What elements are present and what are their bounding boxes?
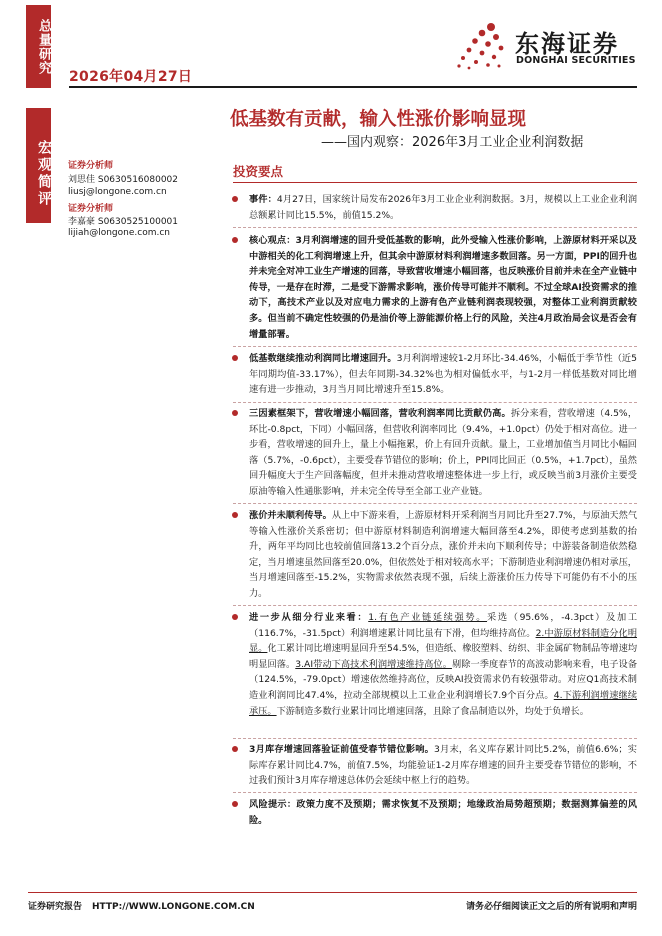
- body-text: 拆分来看，营收增速（4.5%，环比-0.8pct，下同）小幅回落，但营收利润率同比（9.4%，+1.0pct）仍处于相对高位。进一步看，营收增速的回升上，量上小幅拖累，价上有回升贡献。量上，工业增加值当月同比小幅回落（5.7%，-0.6pct），主要受春节错位的影响；价上，PPI同比回正（0.5%，+1.7pct），虽然回升幅度大于生产回落幅度，但并未推动营收增速整体进一步上行，或反映当前3月涨价主要受原油等输入性通胀影响，并未完全传导至全部工业产业链。: [249, 408, 638, 497]
- bold-text: 进一步从细分行业来看：: [249, 612, 369, 623]
- item-divider: [233, 792, 637, 793]
- report-subtitle: ——国内观察：2026年3月工业企业利润数据: [321, 135, 584, 150]
- body-text: 剔除一季度春节的高波动影响来看，电子设备（124.5%，-79.0pct）增速依然维持高位，反映AI投资需求仍有较强带动。对应Q1高技术制造业利润同比47.4%，拉动全部规模以上工业企业利润增长7.9个百分点。: [249, 658, 638, 701]
- bold-text: 核心观点：3月利润增速的回升受低基数的影响，此外受输入性涨价影响，上游原材料开采以及中游相关的化工利润增速上升，但其余中游原材料利润增速多数回落。另一方面，PPI的回升也并未完全对冲工业生产增速的回落，导致营收增速小幅回落，也反映涨价目前并未在全产业链中传导，一是存在时滞，二是受下游需求影响，涨价传导可能并不顺利。不过全球AI投资需求的推动下，高技术产业以及对应电力需求的上游有色产业链利润表现较强，对整体工业利润贡献较多。但当前不确定性较强的仍是油价等上游能源价格上行的风险，关注4月政治局会议是否会有增量部署。: [249, 235, 637, 340]
- bullet-icon: [232, 746, 238, 752]
- underlined-text: 2.中游原材料制造分化明显。: [249, 627, 638, 655]
- analyst-email[interactable]: liusj@longone.com.cn: [68, 187, 167, 197]
- item-divider: [233, 503, 637, 504]
- bullet-icon: [232, 355, 238, 361]
- bold-text: 低基数继续推动利润同比增速回升。: [249, 353, 397, 364]
- summary-item-text: [249, 406, 637, 500]
- summary-item: [233, 610, 637, 719]
- bold-text: 事件：: [249, 194, 277, 205]
- summary-item-text: [249, 351, 637, 398]
- header-divider: [69, 86, 637, 88]
- body-text: 从上中下游来看，上游原材料开采利润当月同比升至27.7%，与原油天然气等输入性涨价关系密切；但中游原材料制造利润增速大幅回落至4.2%，即使考虑到基数的抬升，两年平均同比也较前值回落13.2个百分点，涨价并未向下顺利传导；中游装备制造依然稳定，当月增速虽然回落至20.0%，但依然处于相对较高水平；下游制造业利润增速仍相对承压，当月增速回落至-15.2%，实物需求依然表现不强，后续上游涨价压力传导下可能仍有不小的压力。: [249, 510, 638, 599]
- footer-report-type: 证券研究报告: [28, 902, 83, 912]
- bold-text: 3月库存增速回落验证前值受春节错位影响。: [249, 744, 435, 755]
- summary-item-text: [249, 610, 637, 719]
- summary-item: [233, 192, 637, 223]
- summary-item: [233, 797, 637, 828]
- summary-item: [233, 742, 637, 789]
- summary-item: [233, 233, 637, 342]
- bullet-icon: [232, 801, 238, 807]
- body-text: 3月末，名义库存累计同比5.2%，前值6.6%；实际库存累计同比4.7%，前值7.5%，均能验证1-2月库存增速的回升主要受春节错位的影响，不过我们预计3月库存增速总体仍会延续中枢上行的趋势。: [249, 744, 637, 787]
- summary-item-text: [249, 797, 637, 828]
- body-text: 采选（95.6%，-4.3pct）及加工（116.7%，-31.5pct）利润增速累计同比虽有下滑，但均维持高位。: [249, 612, 638, 639]
- report-type-tab: 宏观简评: [26, 108, 51, 223]
- summary-item-text: [249, 192, 637, 223]
- footer-left: [28, 899, 265, 912]
- footer-divider: [28, 892, 637, 893]
- bold-text: 风险提示：政策力度不及预期；需求恢复不及预期；地缘政治局势超预期；数据测算偏差的风险。: [249, 799, 637, 826]
- analyst-name: 刘思佳 S0630516080002: [68, 175, 179, 185]
- brand-name-en: DONGHAI SECURITIES: [516, 55, 636, 66]
- item-divider: [233, 738, 637, 739]
- bold-text: 三因素框架下，营收增速小幅回落，营收利润率同比贡献仍高。: [249, 408, 511, 419]
- analyst-label: 证券分析师: [68, 161, 114, 171]
- bullet-icon: [232, 410, 238, 416]
- item-divider: [233, 227, 637, 228]
- body-text: 4月27日，国家统计局发布2026年3月工业企业利润数据。3月，规模以上工业企业利润总额累计同比15.5%，前值15.2%。: [249, 194, 638, 221]
- report-title: 低基数有贡献，输入性涨价影响显现: [230, 109, 527, 130]
- body-text: 化工累计同比增速明显回升至54.5%，但造纸、橡胶塑料、纺织、非金属矿物制品等增速均明显回落。: [249, 643, 638, 670]
- analyst-label: 证券分析师: [68, 204, 114, 214]
- summary-item-text: [249, 508, 637, 602]
- body-text: 下游制造多数行业累计同比增速回落，且除了食品制造以外，均处于负增长。: [276, 705, 589, 717]
- item-divider: [233, 402, 637, 403]
- underlined-text: 4.下游利润增速继续承压。: [249, 689, 638, 717]
- footer-disclaimer: 请务必仔细阅读正文之后的所有说明和声明: [465, 902, 637, 912]
- report-date: 2026年04月27日: [69, 69, 193, 85]
- summary-item: [233, 406, 637, 500]
- footer-website-link[interactable]: HTTP://WWW.LONGONE.COM.CN: [92, 902, 255, 912]
- underlined-text: 1.有色产业链延续强势。: [368, 612, 488, 623]
- category-tab: 总量研究: [26, 5, 51, 88]
- bullet-icon: [232, 614, 238, 620]
- brand-name-cn: 东海证券: [515, 30, 619, 58]
- section-heading: 投资要点: [233, 164, 284, 179]
- analyst-name: 李嘉豪 S0630525100001: [68, 217, 179, 227]
- item-divider: [233, 605, 637, 606]
- item-divider: [233, 346, 637, 347]
- summary-item: [233, 508, 637, 602]
- section-divider: [233, 182, 637, 183]
- underlined-text: 3.AI带动下高技术利润增速维持高位。: [295, 658, 452, 670]
- donghai-logo-icon: [449, 19, 509, 71]
- bullet-icon: [232, 512, 238, 518]
- analyst-email[interactable]: lijiah@longone.com.cn: [68, 228, 170, 238]
- bullet-icon: [232, 237, 238, 243]
- summary-item: [233, 351, 637, 398]
- summary-item-text: [249, 742, 637, 789]
- body-text: 3月利润增速较1-2月环比-34.46%，小幅低于季节性（近5年同期均值-33.17%），但去年同期-34.32%也为相对偏低水平，与1-2月一样低基数对同比增速有进一步推动，3月当月同比增速升至15.8%。: [249, 353, 638, 396]
- summary-item-text: [249, 233, 637, 342]
- bullet-icon: [232, 196, 238, 202]
- bold-text: 涨价并未顺利传导。: [249, 510, 332, 521]
